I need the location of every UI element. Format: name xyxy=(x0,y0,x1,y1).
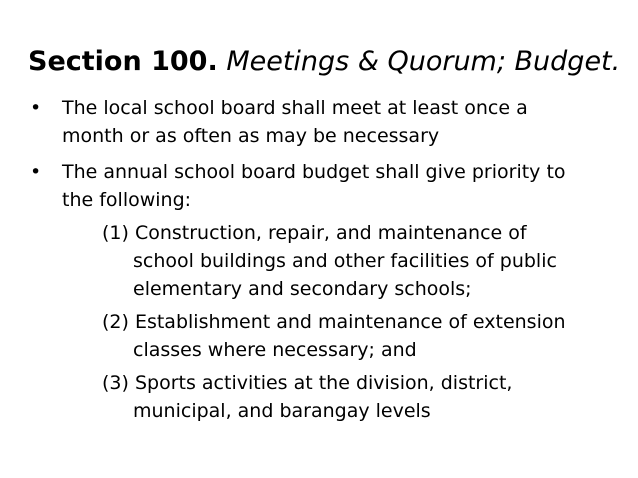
priority-item: (2) Establishment and maintenance of extension classes where necessary; and xyxy=(102,311,566,361)
slide-body xyxy=(0,94,638,425)
bullet-item xyxy=(0,94,582,150)
bullet-text: The local school board shall meet at least once a month or as often as may be necessary xyxy=(62,97,528,147)
bullet-text: The annual school board budget shall give priority to the following: xyxy=(62,161,566,211)
priority-item: (1) Construction, repair, and maintenance of school buildings and other facilities of public elementary and secondary schools; xyxy=(102,222,557,300)
section-number: Section 100. xyxy=(28,46,218,77)
slide-title xyxy=(28,42,628,82)
bullet-item xyxy=(0,158,582,214)
bullet-icon: • xyxy=(30,97,42,119)
section-heading: Meetings & Quorum; Budget. xyxy=(226,46,621,77)
priority-item: (3) Sports activities at the division, district, municipal, and barangay levels xyxy=(102,372,513,422)
bullet-icon: • xyxy=(30,161,42,183)
